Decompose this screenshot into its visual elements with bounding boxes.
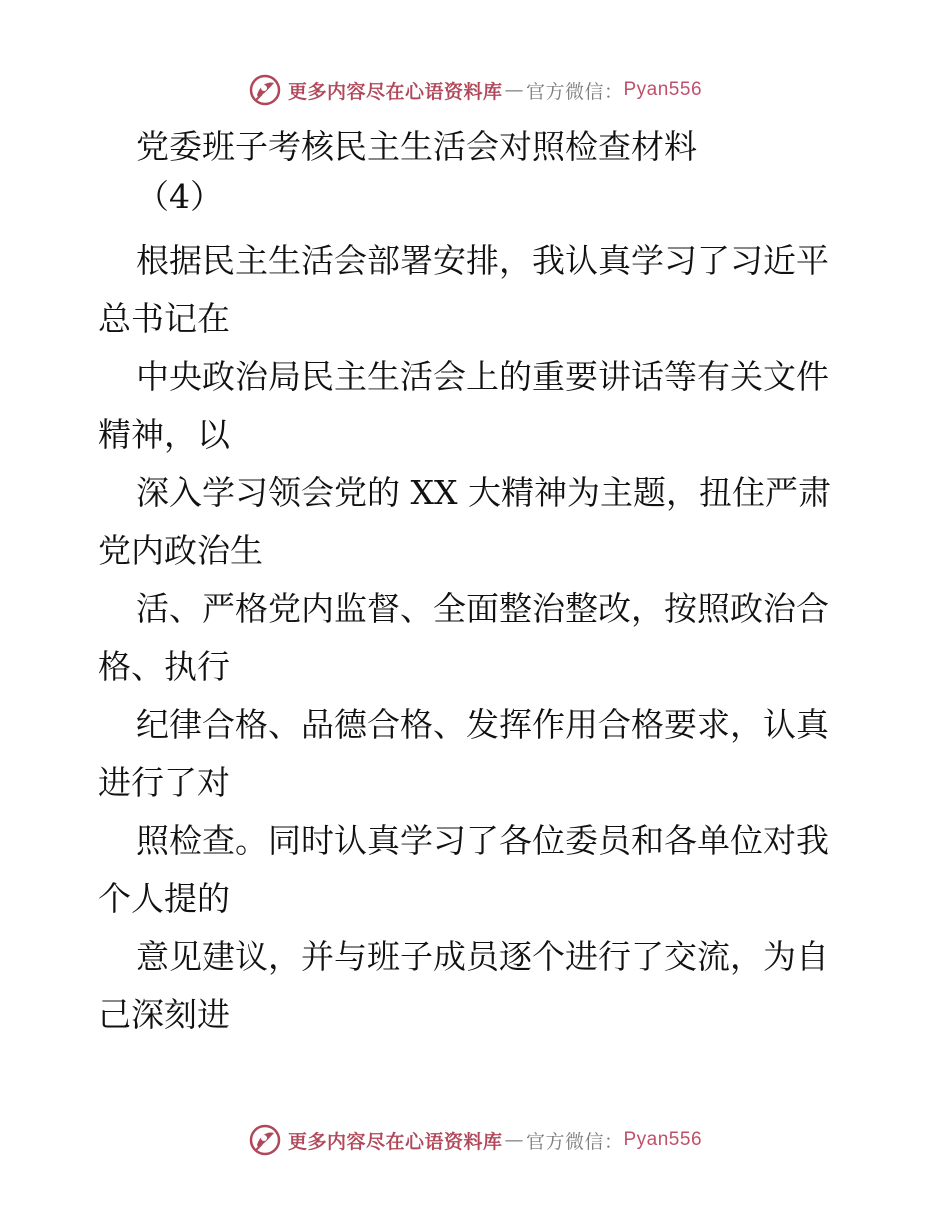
paragraph-line: 己深刻进 [98, 995, 230, 1034]
banner-wechat-label: 官方微信： [525, 80, 624, 103]
document-body [98, 122, 858, 1044]
paragraph-line: 格、执行 [98, 647, 230, 686]
banner-dash: — [504, 79, 524, 101]
paragraph-line: 进行了对 [98, 763, 230, 802]
paragraph-line: 总书记在 [98, 299, 230, 338]
paragraph-line: 意见建议，并与班子成员逐个进行了交流，为自 [136, 937, 829, 976]
flower-pen-logo-icon [248, 1123, 282, 1157]
paragraph-line: 根据民主生活会部署安排，我认真学习了习近平 [136, 241, 829, 280]
paragraph-line: 党内政治生 [98, 531, 263, 570]
header-banner [0, 70, 950, 110]
paragraph-line: 中央政治局民主生活会上的重要讲话等有关文件 [136, 357, 829, 396]
banner-site-name: 更多内容尽在心语资料库 [287, 80, 503, 103]
banner-wechat-id: Pyan556 [623, 1129, 703, 1150]
paragraph-line: 精神，以 [98, 415, 230, 454]
footer-banner [0, 1120, 950, 1160]
paragraph-line: 纪律合格、品德合格、发挥作用合格要求，认真 [136, 705, 829, 744]
document-title: 党委班子考核民主生活会对照检查材料 [136, 127, 697, 166]
document-subtitle: （4） [136, 177, 223, 216]
paragraph-line: 个人提的 [98, 879, 230, 918]
banner-dash: — [504, 1129, 524, 1151]
paragraph-line: 照检查。同时认真学习了各位委员和各单位对我 [136, 821, 829, 860]
paragraph-line: 深入学习领会党的 XX 大精神为主题，扭住严肃 [136, 473, 831, 512]
banner-wechat-id: Pyan556 [623, 79, 703, 100]
flower-pen-logo-icon [248, 73, 282, 107]
banner-site-name: 更多内容尽在心语资料库 [287, 1130, 503, 1153]
paragraph-line: 活、严格党内监督、全面整治整改，按照政治合 [136, 589, 829, 628]
banner-wechat-label: 官方微信： [525, 1130, 624, 1153]
